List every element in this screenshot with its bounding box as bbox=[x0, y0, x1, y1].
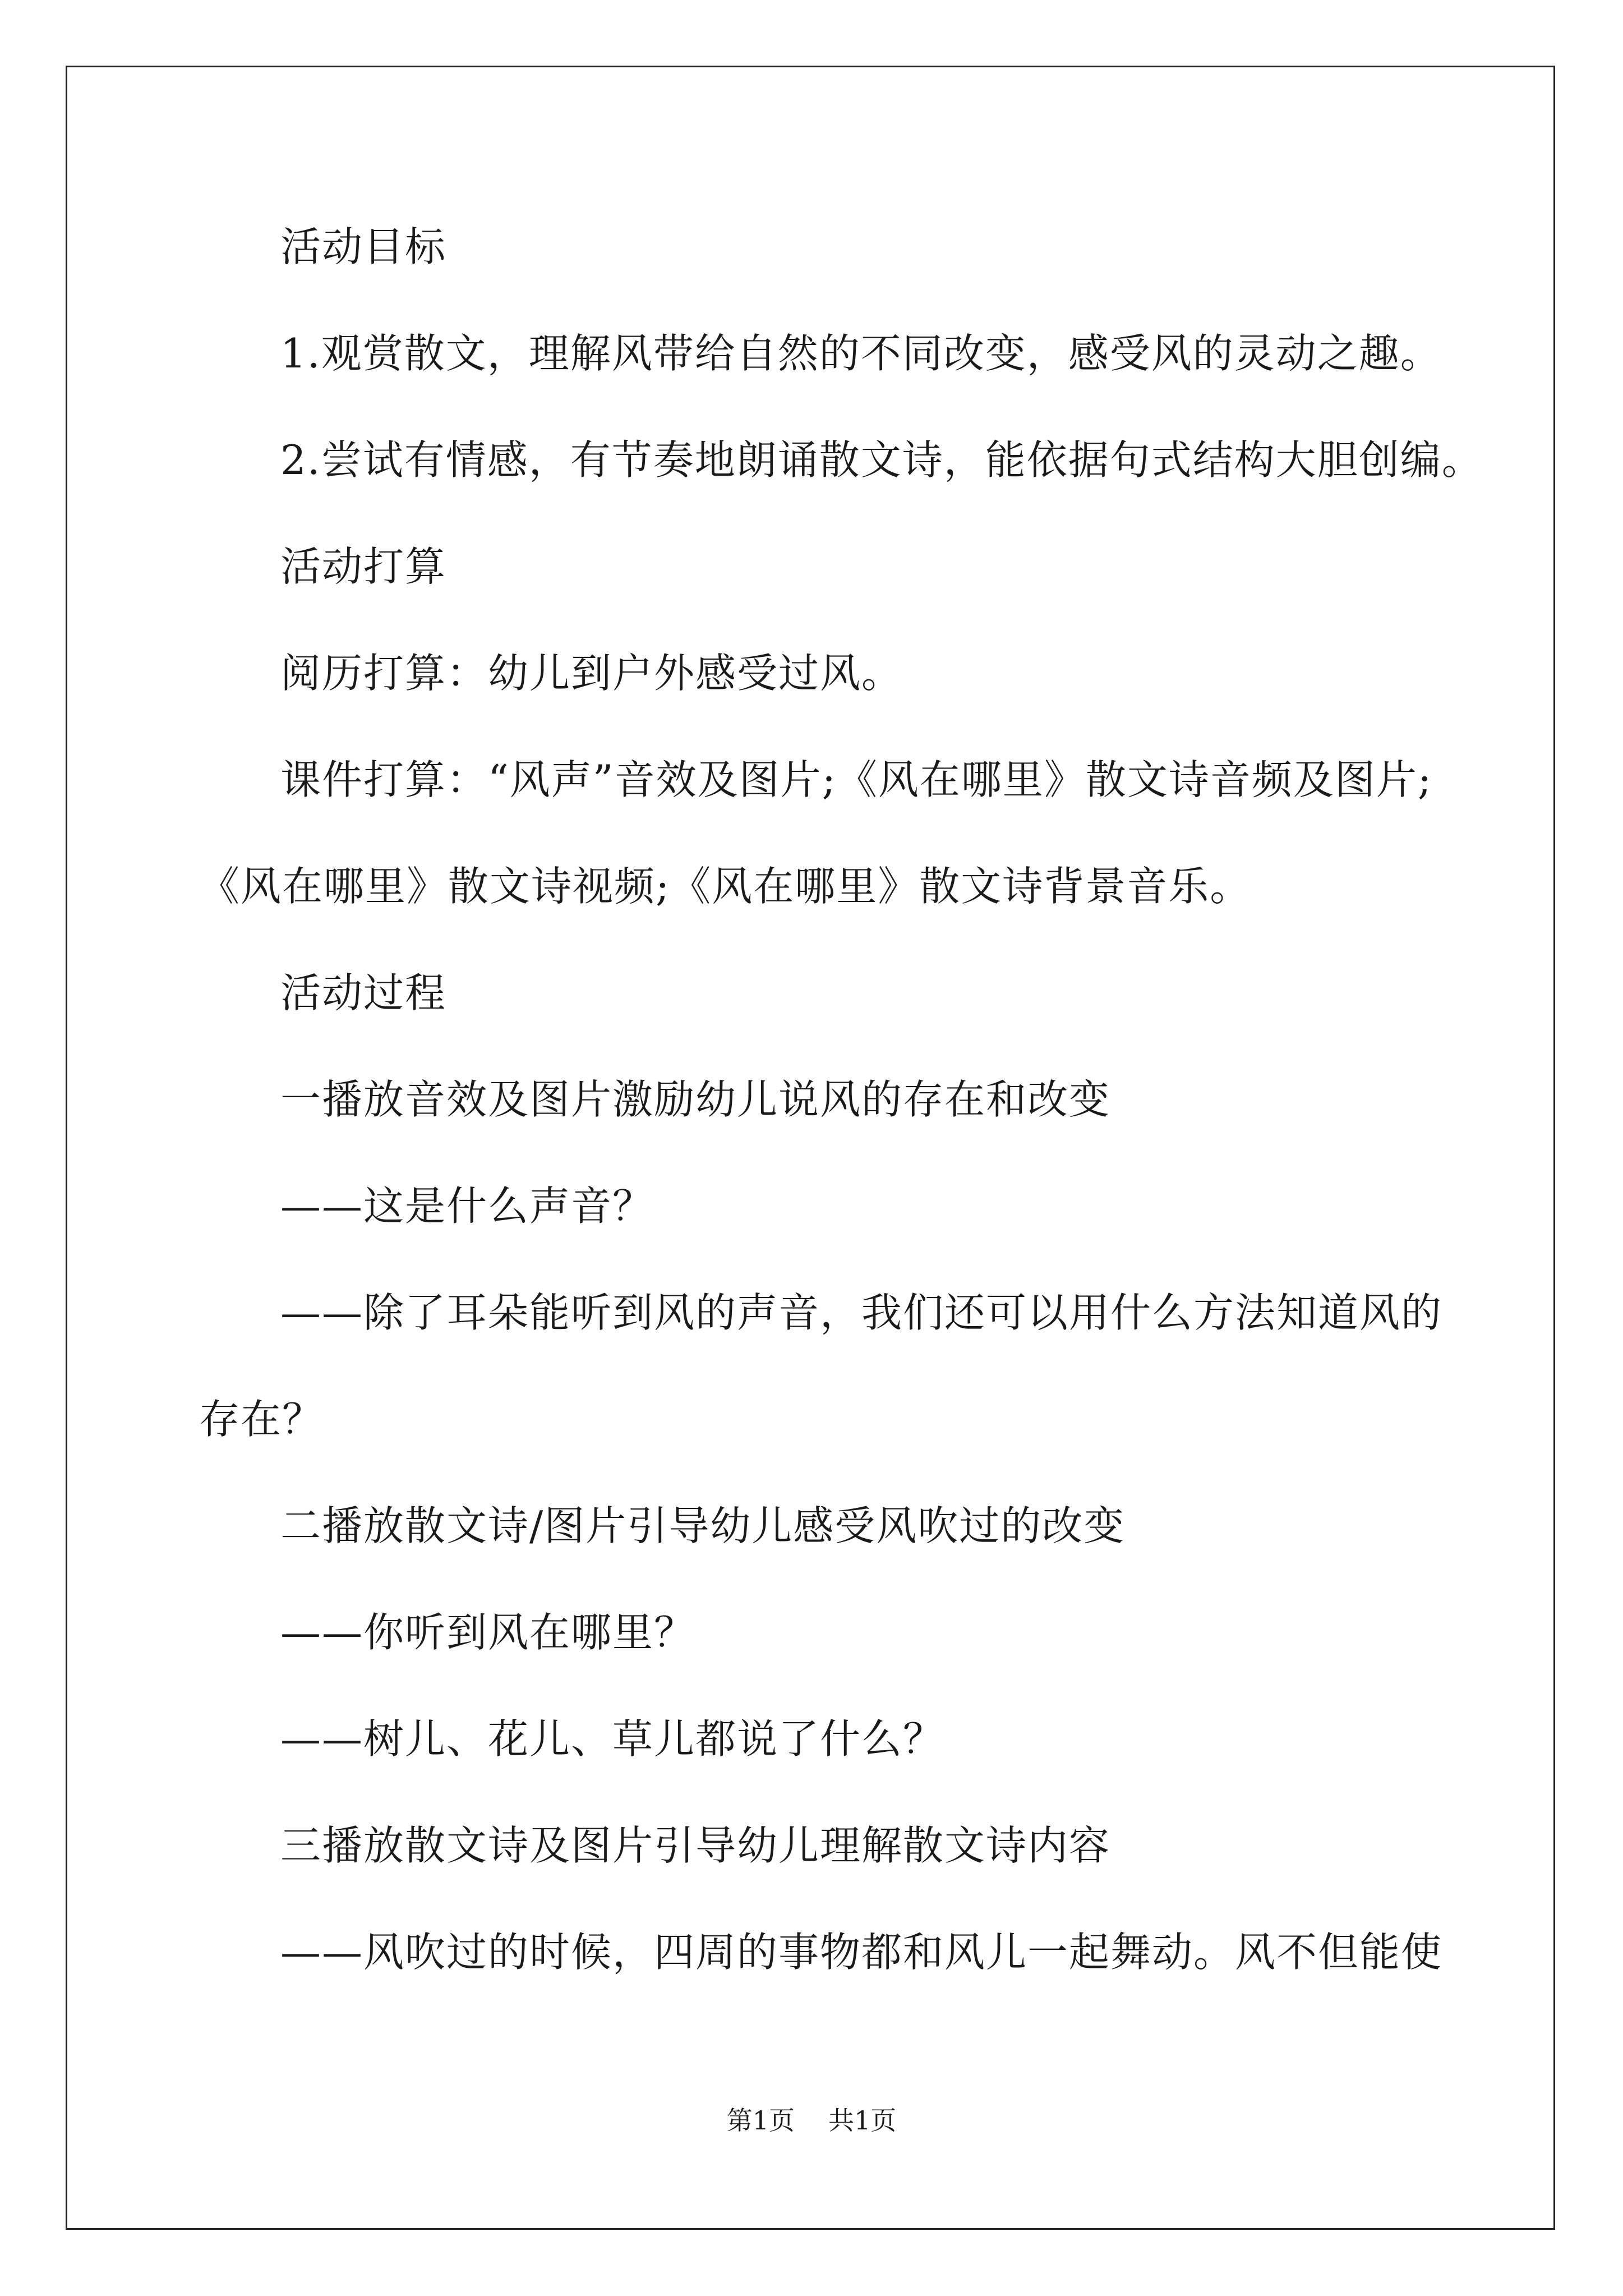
heading-activity-preparation: 活动打算 bbox=[280, 543, 447, 590]
paragraph-experience-prep: 阅历打算：幼儿到户外感受过风。 bbox=[280, 650, 903, 697]
paragraph-line: ——风吹过的时候，四周的事物都和风儿一起舞动。风不但能使 bbox=[280, 1929, 1443, 1976]
page-footer bbox=[0, 2104, 1623, 2137]
step-one-heading: 一播放音效及图片激励幼儿说风的存在和改变 bbox=[280, 1076, 1111, 1123]
step-two-heading: 二播放散文诗/图片引导幼儿感受风吹过的改变 bbox=[280, 1502, 1126, 1549]
paragraph-courseware-prep-cont: 《风在哪里》散文诗视频;《风在哪里》散文诗背景音乐。 bbox=[199, 863, 1252, 910]
page-number-current: 第1页 bbox=[726, 2105, 795, 2136]
page-border bbox=[66, 66, 1555, 2230]
heading-activity-goals: 活动目标 bbox=[280, 223, 447, 270]
page-number-total: 共1页 bbox=[828, 2105, 897, 2136]
paragraph-courseware-prep: 课件打算：“风声”音效及图片;《风在哪里》散文诗音频及图片; bbox=[280, 756, 1433, 803]
paragraph-goal-2: 2.尝试有情感，有节奏地朗诵散文诗，能依据句式结构大胆创编。 bbox=[280, 436, 1483, 484]
paragraph-goal-1: 1.观赏散文，理解风带给自然的不同改变，感受风的灵动之趣。 bbox=[280, 330, 1442, 377]
step-three-heading: 三播放散文诗及图片引导幼儿理解散文诗内容 bbox=[280, 1822, 1111, 1869]
question-line: ——树儿、花儿、草儿都说了什么？ bbox=[280, 1715, 945, 1763]
question-line: ——你听到风在哪里？ bbox=[280, 1609, 696, 1656]
question-line: ——这是什么声音？ bbox=[280, 1182, 654, 1230]
question-line: ——除了耳朵能听到风的声音，我们还可以用什么方法知道风的 bbox=[280, 1289, 1443, 1336]
question-line-cont: 存在？ bbox=[199, 1396, 324, 1443]
heading-activity-process: 活动过程 bbox=[280, 969, 447, 1016]
